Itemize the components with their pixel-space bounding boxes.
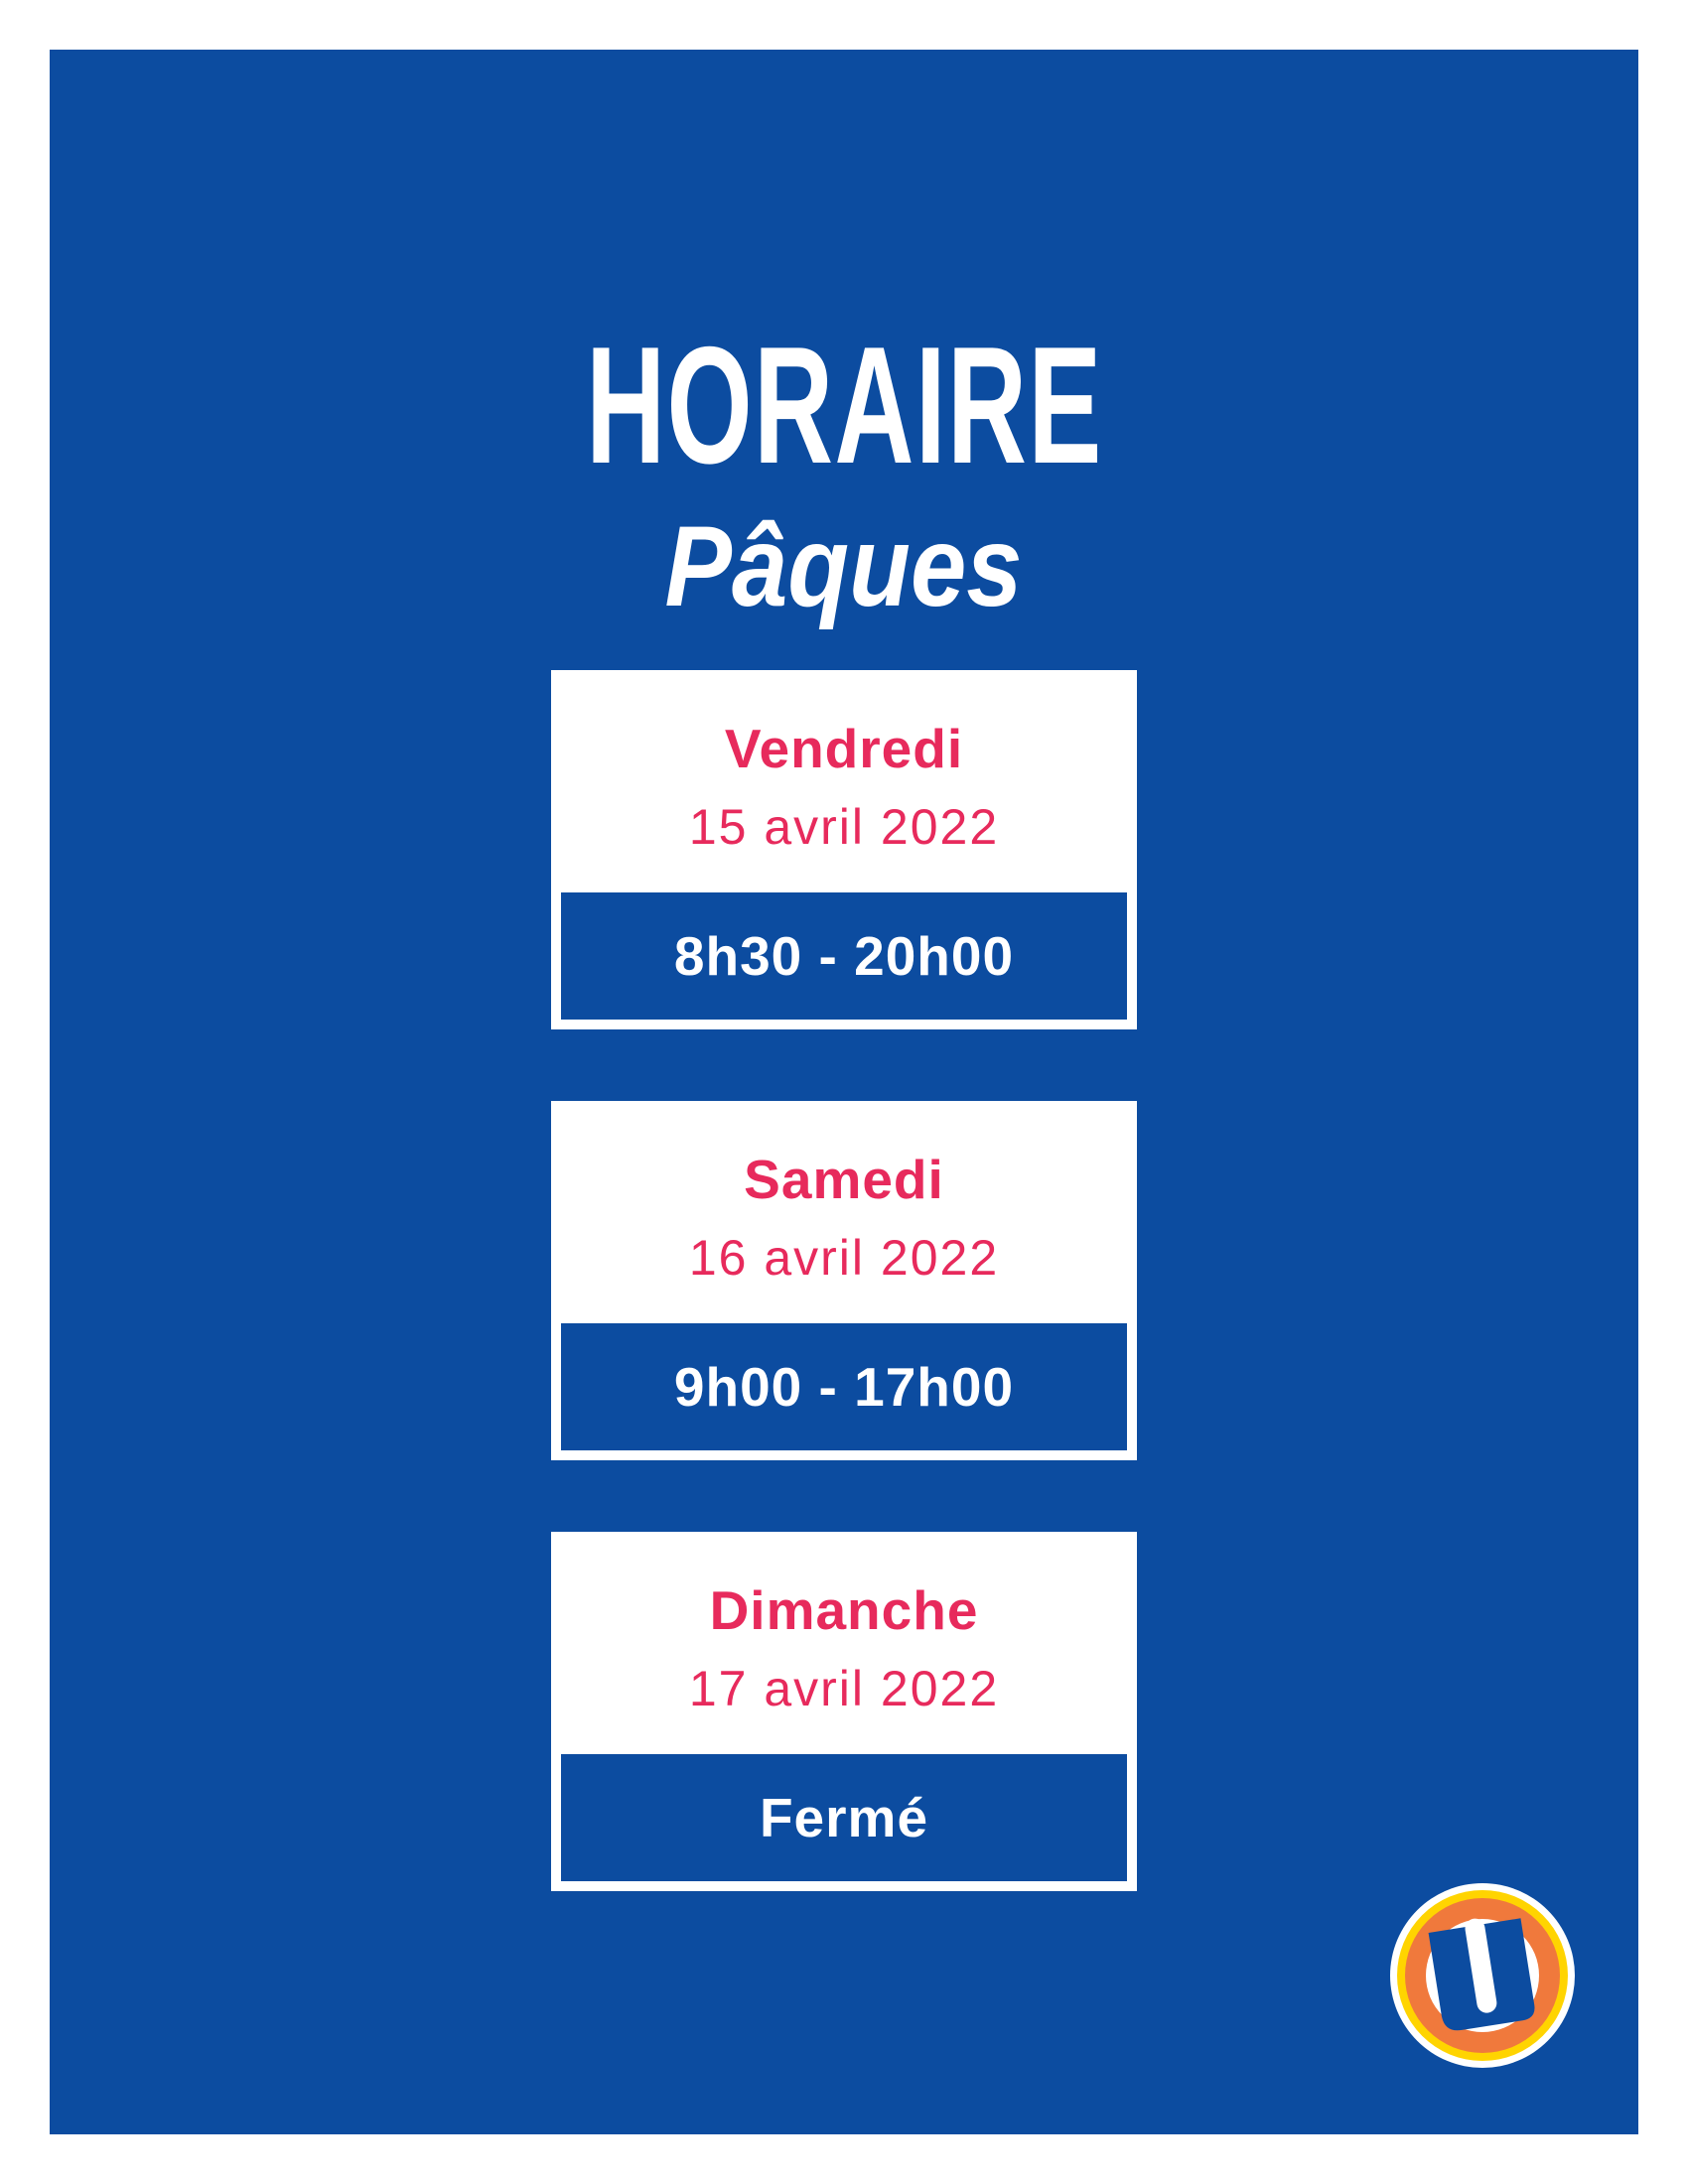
hours-band	[561, 1323, 1127, 1450]
day-label: Dimanche	[709, 1578, 979, 1641]
schedule-card-saturday	[551, 1101, 1137, 1460]
poster-subtitle-text: Pâques	[664, 503, 1023, 630]
date-label: 17 avril 2022	[688, 1660, 1000, 1716]
poster-title: HORAIRE	[585, 312, 1103, 498]
poster-header	[50, 312, 1638, 630]
day-label: Samedi	[744, 1148, 944, 1210]
card-day-section	[561, 1542, 1127, 1754]
card-day-section	[561, 1111, 1127, 1323]
poster-background	[50, 50, 1638, 2134]
hours-label: 8h30 - 20h00	[673, 924, 1015, 987]
hours-band	[561, 1754, 1127, 1881]
poster-subtitle	[50, 503, 1638, 630]
hours-label: 9h00 - 17h00	[673, 1355, 1015, 1418]
u-brand-logo-icon	[1390, 1883, 1575, 2068]
hours-label: Fermé	[759, 1786, 929, 1848]
day-label: Vendredi	[724, 717, 964, 779]
schedule-card-friday	[551, 670, 1137, 1029]
schedule-list	[551, 670, 1137, 1891]
date-label: 16 avril 2022	[688, 1229, 1000, 1286]
schedule-card-sunday	[551, 1532, 1137, 1891]
date-label: 15 avril 2022	[688, 798, 1000, 855]
card-day-section	[561, 680, 1127, 892]
hours-band	[561, 892, 1127, 1020]
